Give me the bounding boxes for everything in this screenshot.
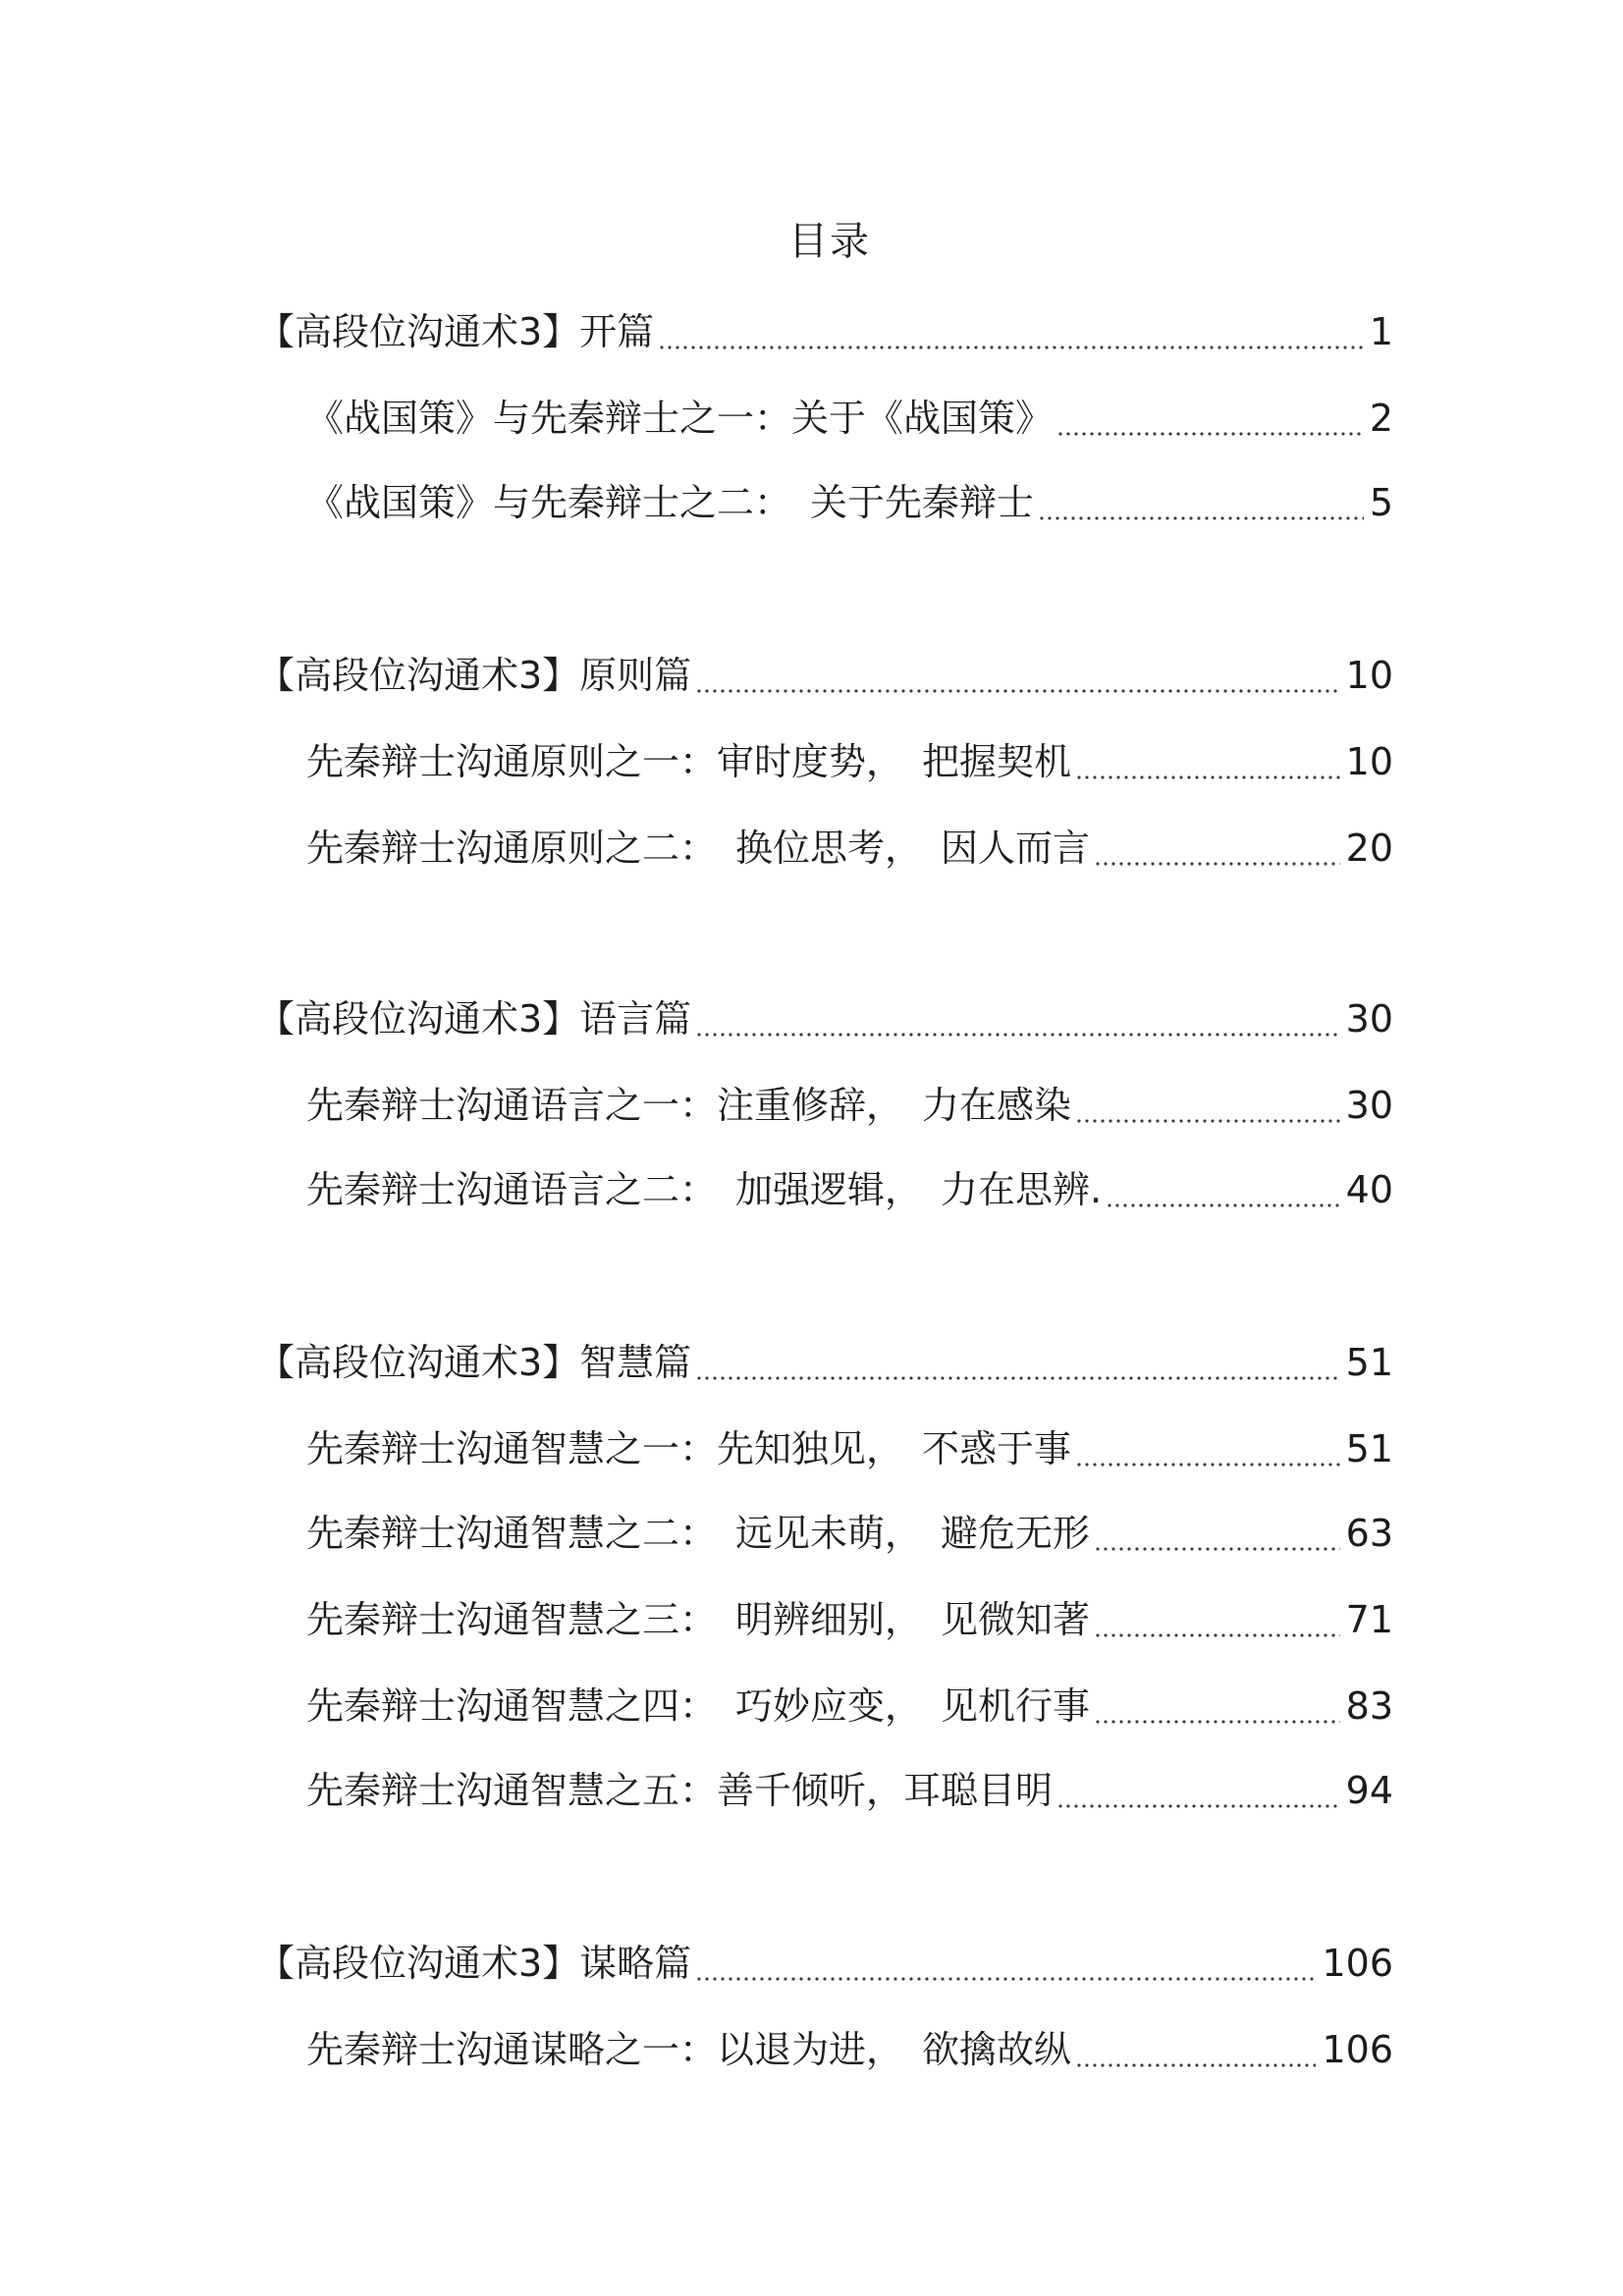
toc-entry-text: 先秦辩士沟通智慧之一：先知独见， 不惑于事 — [306, 1427, 1072, 1470]
dot-leader — [1094, 1677, 1340, 1735]
toc-entry-language-2[interactable] — [306, 1160, 1393, 1219]
toc-page-number: 106 — [1322, 2028, 1393, 2071]
toc-entry-wisdom[interactable] — [257, 1333, 1393, 1392]
toc-entry-text: 【高段位沟通术3】语言篇 — [257, 997, 692, 1041]
dot-leader — [1106, 1160, 1340, 1219]
toc-entry-text: 【高段位沟通术3】智慧篇 — [257, 1341, 692, 1384]
toc-entry-text: 【高段位沟通术3】开篇 — [257, 310, 655, 353]
dot-leader — [1056, 389, 1364, 448]
toc-page-number: 10 — [1345, 654, 1393, 697]
toc-page-number: 30 — [1345, 997, 1393, 1041]
toc-entry-text: 先秦辩士沟通智慧之二： 远见未萌， 避危无形 — [306, 1512, 1091, 1555]
dot-leader — [1094, 819, 1340, 878]
toc-page-number: 51 — [1345, 1427, 1393, 1470]
dot-leader — [695, 1934, 1316, 1993]
dot-leader — [1038, 473, 1364, 532]
toc-entry-zhanguoce-2[interactable] — [306, 473, 1393, 532]
toc-entry-text: 【高段位沟通术3】谋略篇 — [257, 1942, 692, 1985]
toc-page-number: 5 — [1369, 481, 1393, 524]
toc-entry-text: 先秦辩士沟通智慧之五：善千倾听，耳聪目明 — [306, 1769, 1054, 1812]
dot-leader — [1075, 732, 1340, 791]
toc-entry-principles[interactable] — [257, 646, 1393, 705]
toc-entry-wisdom-1[interactable] — [306, 1419, 1393, 1478]
toc-entry-strategy-1[interactable] — [306, 2020, 1393, 2079]
toc-entry-text: 先秦辩士沟通语言之一：注重修辞， 力在感染 — [306, 1084, 1072, 1127]
toc-entry-strategy[interactable] — [257, 1934, 1393, 1993]
toc-page-number: 94 — [1345, 1769, 1393, 1812]
dot-leader — [1075, 2020, 1316, 2079]
toc-entry-text: 先秦辩士沟通智慧之三： 明辨细别， 见微知著 — [306, 1598, 1091, 1641]
toc-entry-principle-2[interactable] — [306, 819, 1393, 878]
dot-leader — [1056, 1761, 1340, 1820]
toc-heading: 目录 — [788, 219, 871, 264]
toc-entry-language-1[interactable] — [306, 1076, 1393, 1135]
toc-entry-wisdom-2[interactable] — [306, 1504, 1393, 1563]
toc-page-number: 83 — [1345, 1684, 1393, 1728]
toc-entry-language[interactable] — [257, 989, 1393, 1048]
toc-entry-text: 先秦辩士沟通谋略之一：以退为进， 欲擒故纵 — [306, 2028, 1072, 2071]
dot-leader — [1094, 1590, 1340, 1649]
toc-entry-wisdom-5[interactable] — [306, 1761, 1393, 1820]
toc-page-number: 20 — [1345, 827, 1393, 870]
toc-entry-text: 先秦辩士沟通智慧之四： 巧妙应变， 见机行事 — [306, 1684, 1091, 1728]
dot-leader — [658, 302, 1364, 361]
dot-leader — [1075, 1076, 1340, 1135]
dot-leader — [695, 646, 1339, 705]
toc-entry-text: 【高段位沟通术3】原则篇 — [257, 654, 692, 697]
toc-entry-wisdom-3[interactable] — [306, 1590, 1393, 1649]
toc-page-number: 10 — [1345, 740, 1393, 783]
toc-page-number: 51 — [1345, 1341, 1393, 1384]
dot-leader — [695, 989, 1339, 1048]
toc-page-number: 40 — [1345, 1168, 1393, 1211]
toc-page-number: 2 — [1369, 397, 1393, 440]
dot-leader — [1075, 1419, 1340, 1478]
toc-entry-text: 《战国策》与先秦辩士之二： 关于先秦辩士 — [306, 481, 1035, 524]
toc-entry-text: 先秦辩士沟通原则之一：审时度势， 把握契机 — [306, 740, 1072, 783]
toc-entry-wisdom-4[interactable] — [306, 1677, 1393, 1735]
toc-entry-principle-1[interactable] — [306, 732, 1393, 791]
toc-page-number: 30 — [1345, 1084, 1393, 1127]
dot-leader — [695, 1333, 1339, 1392]
toc-page-number: 63 — [1345, 1512, 1393, 1555]
toc-page-number: 1 — [1369, 310, 1393, 353]
toc-entry-opening[interactable] — [257, 302, 1393, 361]
dot-leader — [1094, 1504, 1340, 1563]
toc-entry-text: 先秦辩士沟通原则之二： 换位思考， 因人而言 — [306, 827, 1091, 870]
toc-page-number: 106 — [1322, 1942, 1393, 1985]
toc-page-number: 71 — [1345, 1598, 1393, 1641]
toc-entry-text: 先秦辩士沟通语言之二： 加强逻辑， 力在思辨. — [306, 1168, 1103, 1211]
toc-entry-zhanguoce-1[interactable] — [306, 389, 1393, 448]
toc-entry-text: 《战国策》与先秦辩士之一：关于《战国策》 — [306, 397, 1054, 440]
